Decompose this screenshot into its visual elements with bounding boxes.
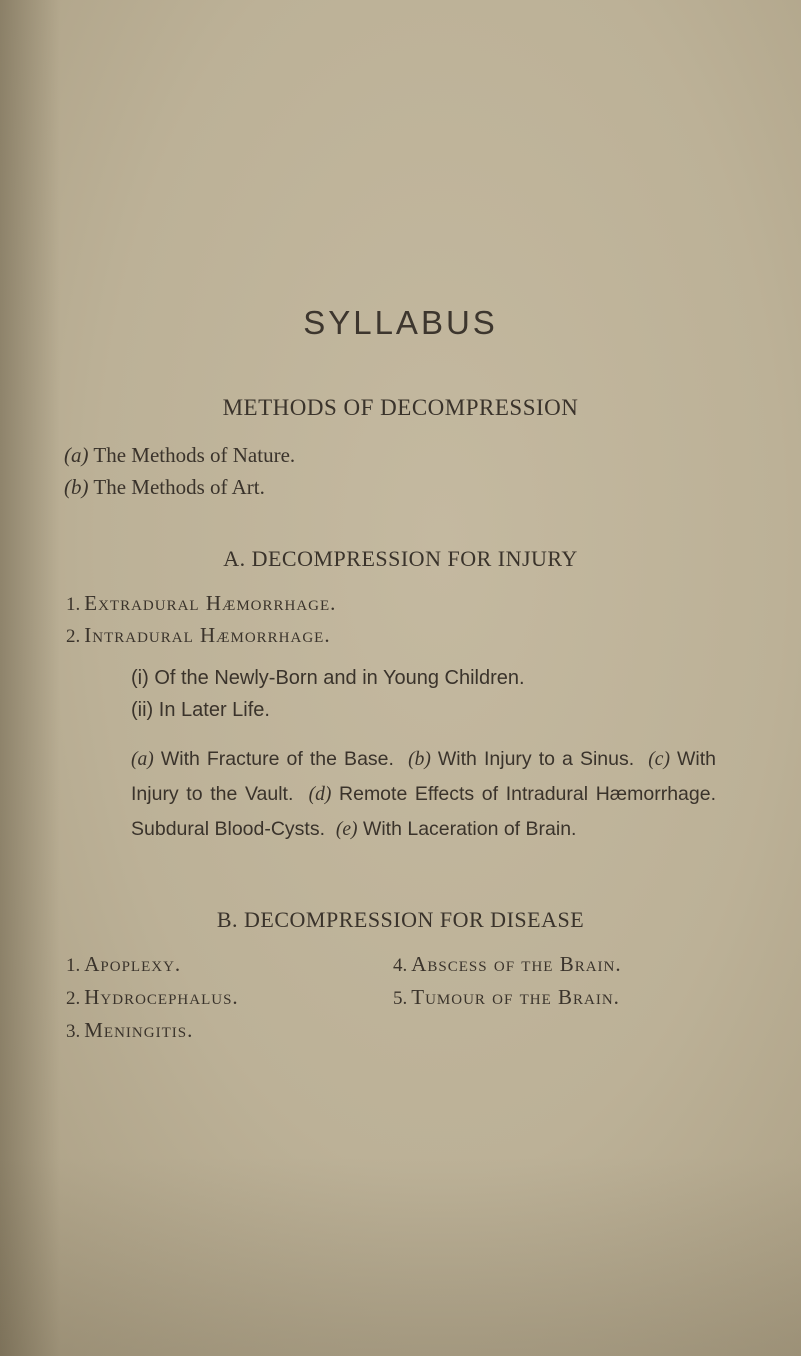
item-text: Apoplexy. bbox=[84, 952, 182, 976]
detail-text: With Injury to a Sinus. bbox=[437, 748, 635, 770]
detail-label: (a) bbox=[131, 749, 154, 770]
item-text: Abscess of the Brain. bbox=[411, 952, 622, 976]
subitem bbox=[131, 667, 525, 690]
methods-heading: METHODS OF DECOMPRESSION bbox=[222, 395, 579, 420]
method-item bbox=[64, 443, 295, 468]
detail-text: Remote Effects of Intradural Hæmorrhage. Subdural Blood-Cysts. bbox=[131, 783, 716, 840]
method-label: (a) bbox=[64, 443, 89, 467]
item-number: 2. bbox=[66, 988, 81, 1009]
detail-label: (e) bbox=[335, 819, 358, 840]
section-a-heading: A. DECOMPRESSION FOR INJURY bbox=[223, 546, 578, 571]
item-text: Hydrocephalus. bbox=[84, 985, 239, 1009]
section-b-item bbox=[393, 985, 620, 1010]
section-b-item bbox=[66, 985, 239, 1010]
method-label: (b) bbox=[64, 475, 89, 499]
detail-text: With Laceration of Brain. bbox=[362, 818, 577, 840]
detail-text: With Fracture of the Base. bbox=[160, 748, 394, 770]
subitem bbox=[131, 699, 270, 722]
subitem-number: (ii) bbox=[131, 699, 154, 721]
page-bottom-shadow bbox=[0, 1156, 801, 1356]
subitem-text: Of the Newly-Born and in Young Children. bbox=[154, 667, 525, 689]
section-a-item bbox=[66, 623, 331, 648]
page-title: SYLLABUS bbox=[303, 304, 498, 341]
section-b-item bbox=[66, 952, 181, 977]
item-text: Tumour of the Brain. bbox=[411, 985, 620, 1009]
item-number: 3. bbox=[66, 1021, 81, 1042]
detail-text: With Injury to the Vault. bbox=[131, 748, 717, 805]
item-text: Meningitis. bbox=[84, 1018, 194, 1042]
detail-label: (c) bbox=[648, 749, 670, 770]
item-number: 1. bbox=[66, 955, 81, 976]
section-b-heading: B. DECOMPRESSION FOR DISEASE bbox=[216, 907, 585, 932]
page-edge-shadow bbox=[0, 0, 60, 1356]
section-b-item bbox=[393, 952, 622, 977]
item-number: 1. bbox=[66, 594, 81, 615]
detail-label: (d) bbox=[308, 784, 332, 805]
subitem-number: (i) bbox=[131, 667, 149, 689]
item-text: Intradural Hæmorrhage. bbox=[84, 623, 331, 647]
method-text: The Methods of Art. bbox=[93, 475, 265, 499]
item-number: 4. bbox=[393, 955, 408, 976]
method-item bbox=[64, 475, 265, 500]
subitem-text: In Later Life. bbox=[158, 699, 270, 721]
injury-detail-paragraph bbox=[131, 742, 716, 847]
section-a-item bbox=[66, 591, 336, 616]
item-text: Extradural Hæmorrhage. bbox=[84, 591, 337, 615]
item-number: 5. bbox=[393, 988, 408, 1009]
item-number: 2. bbox=[66, 626, 81, 647]
detail-label: (b) bbox=[408, 749, 431, 770]
section-b-item bbox=[66, 1018, 193, 1043]
method-text: The Methods of Nature. bbox=[93, 443, 296, 467]
